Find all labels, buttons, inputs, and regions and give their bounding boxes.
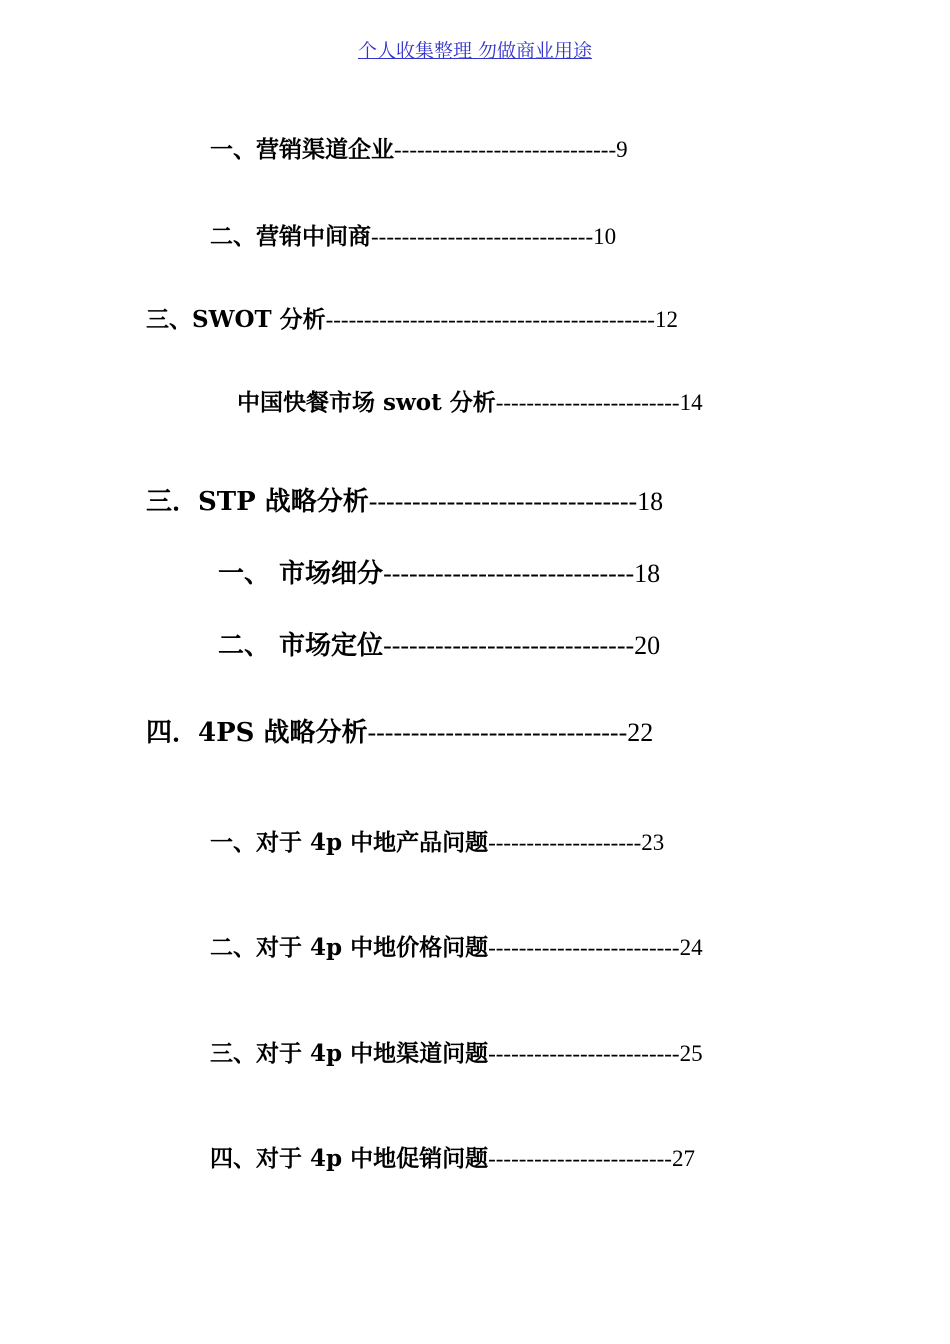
toc-entry-page: 24 — [679, 935, 703, 960]
toc-entry-title: 三、对于 4p 中地渠道问题 — [210, 1040, 489, 1067]
toc-entry-title: 四、对于 4p 中地促销问题 — [210, 1145, 489, 1172]
toc-entry-page: 27 — [671, 1146, 695, 1171]
toc-entry-title: 中国快餐市场 swot 分析 — [237, 389, 496, 416]
toc-entry-leader: ------------------------------- — [368, 487, 638, 516]
toc-entry-page: 9 — [616, 137, 628, 162]
page-header-watermark: 个人收集整理 勿做商业用途 — [357, 40, 593, 62]
toc-entry[interactable] — [210, 936, 703, 959]
toc-entry[interactable] — [146, 308, 678, 331]
toc-entry-leader: ------------------------ — [488, 1146, 672, 1171]
toc-entry-leader: -------------------- — [488, 830, 642, 855]
toc-entry-page: 25 — [679, 1041, 703, 1066]
toc-entry-leader: ----------------------------- — [394, 137, 617, 162]
toc-entry-leader: ------------------------- — [488, 935, 680, 960]
toc-entry-title: 二、 市场定位 — [218, 631, 384, 661]
toc-entry-title: 二、对于 4p 中地价格问题 — [210, 934, 489, 961]
toc-entry-title: 三、SWOT 分析 — [146, 306, 326, 333]
toc-entry-title: 一、营销渠道企业 — [210, 136, 394, 163]
toc-entry[interactable] — [210, 831, 664, 854]
toc-entry-page: 22 — [627, 718, 654, 747]
toc-entry-title: 一、 市场细分 — [218, 559, 384, 589]
toc-entry-title: 二、营销中间商 — [210, 223, 371, 250]
toc-entry[interactable] — [210, 225, 616, 248]
toc-entry-page: 12 — [654, 307, 678, 332]
toc-entry-page: 14 — [679, 390, 703, 415]
toc-entry-page: 20 — [634, 631, 661, 660]
toc-entry-leader: ------------------------ — [495, 390, 680, 415]
toc-entry-leader: ----------------------------- — [383, 559, 635, 588]
toc-entry-page: 10 — [593, 224, 617, 249]
toc-entry-leader: ------------------------------------------- — [325, 307, 655, 332]
toc-entry-leader: ----------------------------- — [383, 631, 635, 660]
toc-entry-page: 23 — [641, 830, 665, 855]
toc-entry[interactable] — [210, 138, 628, 161]
toc-entry[interactable] — [146, 489, 663, 515]
toc-entry-leader: ------------------------- — [488, 1041, 680, 1066]
toc-entry-title: 三．STP 战略分析 — [146, 487, 369, 517]
toc-entry-title: 四．4PS 战略分析 — [146, 718, 368, 748]
toc-entry-page: 18 — [637, 487, 664, 516]
toc-entry[interactable] — [237, 391, 703, 414]
toc-entry-title: 一、对于 4p 中地产品问题 — [210, 829, 489, 856]
toc-entry-leader: ----------------------------- — [371, 224, 594, 249]
toc-entry[interactable] — [210, 1042, 703, 1065]
toc-entry[interactable] — [210, 1147, 695, 1170]
toc-entry-page: 18 — [634, 559, 661, 588]
toc-entry[interactable] — [218, 561, 660, 587]
toc-entry[interactable] — [146, 720, 653, 746]
toc-entry[interactable] — [218, 633, 660, 659]
toc-entry-leader: ------------------------------ — [367, 718, 628, 747]
